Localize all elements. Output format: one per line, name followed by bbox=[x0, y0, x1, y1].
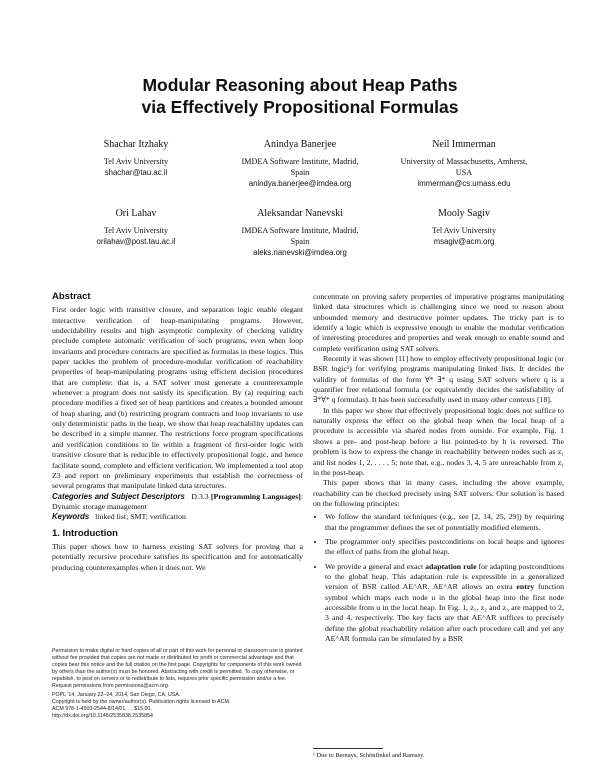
author-email: immerman@cs.umass.edu bbox=[417, 179, 511, 188]
abstract-text: First order logic with transitive closure, and separation logic enable elegant interactive verification of heap-manipulating programs. However, undecidability results and high asymptotic complexity of checking validity preclude complete automatic verification of such programs, even when loop invariants and procedure contracts are specified as formulas in these logics. This paper tackles the problem of procedure-modular verification of reachability properties of heap-manipulating programs using efficient decision procedures that are complete: that is, a SAT solver must generate a counterexample whenever a program does not satisfy its specification. By (a) requiring each procedure modifies a fixed set of heap partitions and creates a bounded amount of heap sharing, and (b) restricting program contracts and loop invariants to use only deterministic paths in the heap, we show that heap reachability updates can be described in a simple manner. The restrictions force program specifications and verification conditions to lie within a fragment of first-order logic with transitive closure that is reducible to effectively propositional logic, and hence facilitate sound, complete and efficient verification. We implemented a tool atop Z3 and report on preliminary experiments that establish the correctness of several programs that manipulate linked data structures. bbox=[52, 305, 304, 491]
abstract-heading: Abstract bbox=[52, 291, 91, 302]
paragraph: concentrate on proving safety properties of imperative programs manipulating linked data structures which is challenging since we need to reason about unbounded memory and destructive pointer updates. The tricky part is to identify a logic which is expressive enough to enable the modular verification of interesting procedures and properties and weak enough to enable sound and complete verification using SAT solvers. bbox=[313, 292, 564, 353]
permission-notice bbox=[52, 648, 304, 720]
keywords-line bbox=[52, 512, 303, 522]
author-affiliation-country: USA bbox=[455, 168, 473, 177]
author-name: Ori Lahav bbox=[115, 208, 157, 219]
categories-rest: : Dynamic storage management bbox=[52, 491, 304, 511]
paragraph: In this paper we show that effectively propositional logic does not suffice to naturally express the effect on the global heap when the local heap of a procedure is accessible via shared nodes from outside. For example, Fig. 1 shows a pre- and post-heap before a list pointed-to by h is reversed. The problem is how to express the change in reachability between nodes such as z₁ and list nodes 1, 2, . . . , 5; note that, e.g., nodes 3, 4, 5 are unreachable from z₁ in the post-heap. bbox=[313, 405, 564, 477]
list-item-text: We provide a general and exact bbox=[325, 561, 426, 571]
right-column bbox=[313, 292, 564, 648]
left-column bbox=[52, 292, 303, 573]
author-block bbox=[210, 138, 390, 189]
author-name: Anindya Banerjee bbox=[263, 139, 337, 150]
adaptation-rule-term: adaptation rule bbox=[425, 561, 477, 571]
paper-title bbox=[0, 74, 600, 118]
keywords-heading: Keywords bbox=[52, 512, 90, 522]
author-name: Mooly Sagiv bbox=[438, 208, 490, 219]
footnote: ¹ Due to Bernays, Schönfinkel and Ramsey. bbox=[313, 752, 425, 759]
entry-term: entry bbox=[516, 582, 535, 592]
intro-heading: 1. Introduction bbox=[52, 527, 118, 539]
author-affiliation: IMDEA Software Institute, Madrid, bbox=[241, 157, 359, 166]
author-name: Shachar Itzhaky bbox=[103, 139, 169, 150]
principles-list bbox=[313, 512, 564, 644]
author-block bbox=[374, 138, 554, 189]
list-item bbox=[325, 562, 564, 645]
author-email: msagiv@acm.org bbox=[433, 237, 495, 246]
author-email: orilahav@post.tau.ac.il bbox=[96, 237, 176, 246]
author-affiliation: Tel Aviv University bbox=[103, 226, 169, 235]
author-block bbox=[46, 207, 226, 247]
author-affiliation: IMDEA Software Institute, Madrid, bbox=[241, 226, 359, 235]
author-name: Aleksandar Nanevski bbox=[257, 208, 343, 219]
author-email: aleks.nanevski@imdea.org bbox=[253, 248, 347, 257]
author-block bbox=[46, 138, 226, 178]
permission-text: Permission to make digital or hard copies of all or part of this work for personal or classroom use is granted without fee provided that copies are not made or distributed for profit or commercial advantage and that copies bear this notice and the full citation on the first page. Copyrights for components of this work owned by others than the author(s) must be honored. Abstracting with credit is permitted. To copy otherwise, or republish, to post on servers or to redistribute to lists, requires prior specific permission and/or a fee. Request permissions from permissions@acm.org. bbox=[52, 648, 303, 689]
title-line-2: via Effectively Propositional Formulas bbox=[141, 97, 459, 117]
author-name: Neil Immerman bbox=[432, 139, 496, 150]
keywords-text: linked list; SMT; verification bbox=[95, 512, 186, 522]
author-affiliation: University of Massachusetts, Amherst, bbox=[400, 157, 528, 166]
list-item-text: function symbol which maps each node u in the global heap into the first node accessible from u in the local heap. In Fig. 1, z₁, z₂ and z₃ are mapped to 2, 3 and 4, respectively. The key facts are that AE^AR suffices to precisely define the global reachability relation after each procedure call and yet any AE^AR formula can be simulated by a BSR bbox=[325, 582, 564, 643]
list-item: • We follow the standard techniques (e.g., see [2, 14, 25, 29]) by requiring that the programmer defines the set of potentially modified elements. bbox=[325, 512, 564, 533]
list-item-text: for adapting postconditions to the global heap. This adaptation rule is expressible in a generalized version of BSR called AE^AR. AE^AR allows an extra bbox=[325, 561, 564, 592]
categories-heading: Categories and Subject Descriptors bbox=[52, 491, 185, 501]
author-email: shachar@tau.ac.il bbox=[104, 168, 168, 177]
paragraph: This paper shows that in many cases, including the above example, reachability can be checked precisely using SAT solvers. Our solution is based on the following principles: bbox=[313, 478, 564, 508]
author-email: anindya.banerjee@imdea.org bbox=[248, 179, 352, 188]
categories-bold: [Programming Languages] bbox=[210, 491, 301, 501]
intro-text: This paper shows how to harness existing SAT solvers for proving that a potentially recursive procedure satisfies its specification and for automatically producing counterexamples when it does not. We bbox=[52, 541, 303, 572]
author-block bbox=[374, 207, 554, 247]
categories-line bbox=[52, 492, 303, 513]
author-affiliation: Tel Aviv University bbox=[431, 226, 497, 235]
venue-line: POPL '14, January 22–24, 2014, San Diego, CA, USA. bbox=[52, 692, 181, 698]
title-line-1: Modular Reasoning about Heap Paths bbox=[142, 75, 458, 95]
categories-code: D.3.3 bbox=[191, 491, 209, 501]
author-affiliation: Tel Aviv University bbox=[103, 157, 169, 166]
author-affiliation-country: Spain bbox=[290, 168, 310, 177]
footnote-rule bbox=[313, 748, 383, 749]
paragraph: Recently it was shown [11] how to employ effectively propositional logic (or BSR logic¹) for verifying programs manipulating linked lists. It decides the validity of formulas of the form ∀* ∃* q using SAT solvers where q is a quantifier free relational formula (or equivalently decides the satisfiability of ∃*∀* q formulas). It has been successfully used in many other contexts [18]. bbox=[313, 354, 564, 405]
isbn-line: ACM 978-1-4503-2544-8/14/01. . . $15.00. bbox=[52, 706, 152, 712]
copyright-line: Copyright is held by the owner/author(s). Publication rights licensed to ACM. bbox=[52, 699, 231, 705]
author-block bbox=[210, 207, 390, 258]
author-affiliation-country: Spain bbox=[290, 237, 310, 246]
doi-line: http://dx.doi.org/10.1145/2535838.2535854 bbox=[52, 713, 153, 719]
list-item: • The programmer only specifies postconditions on local heaps and ignores the effect of paths from the global heap. bbox=[325, 537, 564, 558]
